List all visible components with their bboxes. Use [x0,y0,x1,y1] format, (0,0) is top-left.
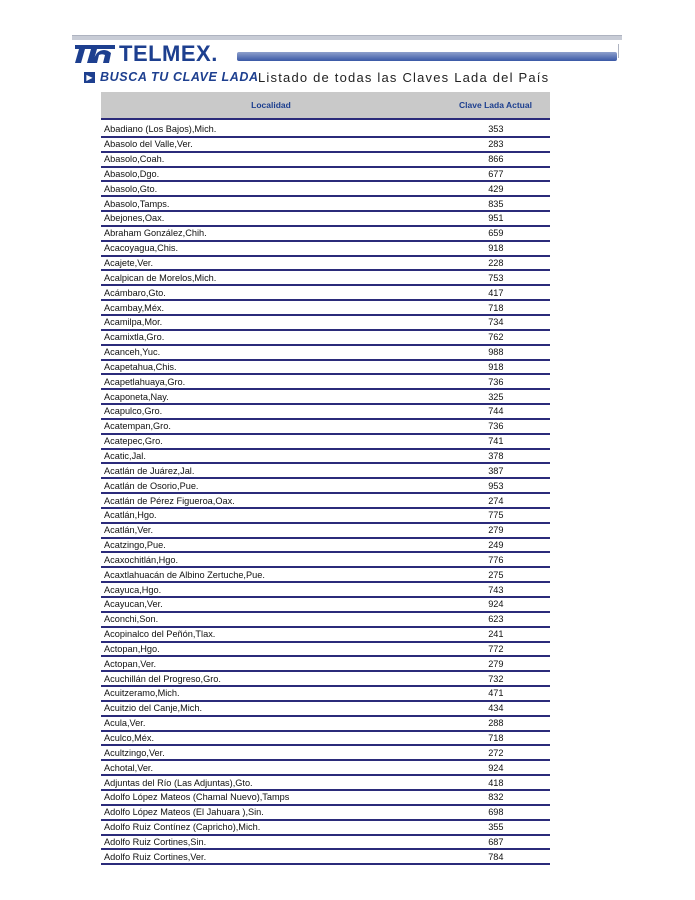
cell-clave: 835 [488,198,504,209]
cell-clave: 387 [488,465,504,476]
table-row [101,346,550,361]
cell-localidad: Acatempan,Gro. [104,421,171,432]
cell-clave: 988 [488,347,504,358]
cell-clave: 753 [488,272,504,283]
cell-clave: 623 [488,614,504,625]
table-row [101,613,550,628]
table-row [101,227,550,242]
header-divider [618,44,619,58]
table-row [101,643,550,658]
cell-clave: 378 [488,450,504,461]
cell-clave: 918 [488,243,504,254]
cell-localidad: Acatzingo,Pue. [104,540,166,551]
cell-localidad: Acuchillán del Progreso,Gro. [104,673,221,684]
table-row [101,598,550,613]
table-row [101,836,550,851]
cell-localidad: Aculco,Méx. [104,733,155,744]
table-row [101,361,550,376]
cell-clave: 741 [488,436,504,447]
cell-clave: 832 [488,792,504,803]
cell-clave: 736 [488,376,504,387]
cell-localidad: Abasolo,Tamps. [104,198,170,209]
cell-localidad: Abasolo,Gto. [104,183,158,194]
cell-localidad: Acultzingo,Ver. [104,747,165,758]
cell-clave: 434 [488,703,504,714]
table-row [101,464,550,479]
cell-clave: 249 [488,540,504,551]
cell-localidad: Acula,Ver. [104,718,146,729]
cell-clave: 924 [488,762,504,773]
cell-localidad: Acamilpa,Mor. [104,317,163,328]
table-row [101,271,550,286]
telmex-logo [75,43,218,65]
cell-localidad: Acatlán,Hgo. [104,510,157,521]
cell-clave: 732 [488,673,504,684]
telmex-logo-mark-icon [75,43,115,65]
cell-localidad: Adolfo López Mateos (Chamal Nuevo),Tamps [104,792,290,803]
cell-localidad: Adolfo Ruiz Cortines,Ver. [104,851,207,862]
cell-localidad: Acuitzio del Canje,Mich. [104,703,203,714]
table-row [101,553,550,568]
table-row [101,687,550,702]
table-row [101,479,550,494]
cell-localidad: Acamixtla,Gro. [104,332,165,343]
table-row [101,746,550,761]
cell-clave: 687 [488,836,504,847]
cell-localidad: Abejones,Oax. [104,213,165,224]
cell-clave: 659 [488,228,504,239]
cell-clave: 866 [488,154,504,165]
cell-clave: 677 [488,168,504,179]
cell-localidad: Acatepec,Gro. [104,436,163,447]
cell-localidad: Actopan,Hgo. [104,643,160,654]
table-row [101,420,550,435]
cell-clave: 743 [488,584,504,595]
table-row [101,301,550,316]
cell-clave: 228 [488,258,504,269]
cell-localidad: Adolfo López Mateos (El Jahuara ),Sin. [104,807,264,818]
busca-heading [84,70,259,84]
table-row [101,806,550,821]
cell-clave: 429 [488,183,504,194]
table-row [101,331,550,346]
table-row [101,761,550,776]
table-row [101,435,550,450]
page-subtitle: Listado de todas las Claves Lada del País [258,70,550,85]
cell-clave: 744 [488,406,504,417]
cell-clave: 918 [488,361,504,372]
column-header-clave: Clave Lada Actual [459,100,532,110]
table-row [101,657,550,672]
cell-localidad: Acalpican de Morelos,Mich. [104,272,217,283]
table-row [101,405,550,420]
cell-clave: 283 [488,139,504,150]
cell-localidad: Acatlán de Osorio,Pue. [104,480,199,491]
top-rule [72,35,622,40]
table-row [101,182,550,197]
cell-localidad: Abraham González,Chih. [104,228,207,239]
table-row [101,450,550,465]
cell-localidad: Achotal,Ver. [104,762,154,773]
cell-clave: 924 [488,599,504,610]
cell-clave: 272 [488,747,504,758]
cell-localidad: Acacoyagua,Chis. [104,243,179,254]
table-row [101,123,550,138]
table-row [101,257,550,272]
cell-localidad: Aconchi,Son. [104,614,159,625]
cell-localidad: Acayuca,Hgo. [104,584,162,595]
cell-clave: 951 [488,213,504,224]
cell-localidad: Acatlán de Juárez,Jal. [104,465,195,476]
cell-clave: 355 [488,822,504,833]
cell-localidad: Acanceh,Yuc. [104,347,161,358]
table-row [101,776,550,791]
cell-clave: 736 [488,421,504,432]
cell-clave: 718 [488,302,504,313]
cell-localidad: Actopan,Ver. [104,658,157,669]
cell-clave: 275 [488,569,504,580]
table-row [101,316,550,331]
cell-clave: 279 [488,658,504,669]
lada-table [101,92,550,865]
cell-clave: 274 [488,495,504,506]
cell-clave: 718 [488,733,504,744]
table-row [101,583,550,598]
table-row [101,212,550,227]
table-row [101,242,550,257]
table-row [101,375,550,390]
cell-localidad: Acaxochitlán,Hgo. [104,554,179,565]
arrow-right-icon: ▶ [84,72,95,83]
cell-clave: 288 [488,718,504,729]
table-row [101,672,550,687]
cell-localidad: Acapetlahuaya,Gro. [104,376,186,387]
busca-label: BUSCA TU CLAVE LADA [100,70,259,84]
cell-clave: 325 [488,391,504,402]
table-row [101,717,550,732]
cell-clave: 279 [488,525,504,536]
table-row [101,286,550,301]
table-header [101,92,550,120]
cell-clave: 418 [488,777,504,788]
cell-localidad: Acopinalco del Peñón,Tlax. [104,629,216,640]
cell-clave: 417 [488,287,504,298]
table-row [101,494,550,509]
cell-localidad: Adolfo Ruiz Contínez (Capricho),Mich. [104,822,261,833]
column-header-localidad: Localidad [251,100,291,110]
table-row [101,509,550,524]
table-row [101,539,550,554]
table-row [101,153,550,168]
brand-name: TELMEX [119,41,212,66]
cell-clave: 784 [488,851,504,862]
cell-clave: 241 [488,629,504,640]
cell-localidad: Acatlán de Pérez Figueroa,Oax. [104,495,235,506]
table-row [101,628,550,643]
table-row [101,524,550,539]
table-row [101,702,550,717]
table-row [101,168,550,183]
cell-localidad: Acapulco,Gro. [104,406,163,417]
brand-suffix: . [211,41,218,66]
table-row [101,568,550,583]
cell-localidad: Acatic,Jal. [104,450,146,461]
table-row [101,821,550,836]
cell-clave: 776 [488,554,504,565]
cell-clave: 353 [488,124,504,135]
table-body [101,123,550,865]
cell-localidad: Acámbaro,Gto. [104,287,166,298]
cell-localidad: Abadiano (Los Bajos),Mich. [104,124,217,135]
cell-localidad: Acajete,Ver. [104,258,154,269]
cell-localidad: Adolfo Ruiz Cortines,Sin. [104,836,207,847]
cell-clave: 775 [488,510,504,521]
table-row [101,390,550,405]
cell-clave: 471 [488,688,504,699]
table-row [101,138,550,153]
cell-clave: 953 [488,480,504,491]
cell-localidad: Abasolo,Coah. [104,154,165,165]
table-row [101,732,550,747]
cell-clave: 734 [488,317,504,328]
cell-clave: 698 [488,807,504,818]
table-row [101,850,550,865]
cell-localidad: Abasolo del Valle,Ver. [104,139,193,150]
cell-localidad: Acaxtlahuacán de Albino Zertuche,Pue. [104,569,265,580]
cell-localidad: Acatlán,Ver. [104,525,154,536]
cell-localidad: Acayucan,Ver. [104,599,163,610]
cell-localidad: Acambay,Méx. [104,302,165,313]
cell-localidad: Adjuntas del Río (Las Adjuntas),Gto. [104,777,253,788]
header-stripe [237,52,617,61]
cell-clave: 772 [488,643,504,654]
cell-localidad: Abasolo,Dgo. [104,168,160,179]
table-row [101,197,550,212]
cell-clave: 762 [488,332,504,343]
cell-localidad: Acaponeta,Nay. [104,391,169,402]
cell-localidad: Acapetahua,Chis. [104,361,177,372]
cell-localidad: Acuitzeramo,Mich. [104,688,180,699]
table-row [101,791,550,806]
